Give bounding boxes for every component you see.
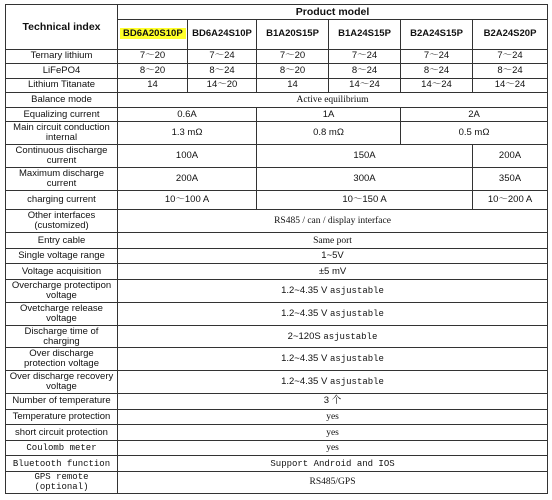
cell-value: 10～150 A [257,190,473,210]
table-row [6,145,548,168]
table-row [6,264,548,280]
table-row [6,248,548,264]
cell-value: 3 个 [118,394,548,410]
model-name: B1A24S15P [329,19,401,49]
cell-value: 100A [118,145,257,168]
cell-value: 300A [257,167,473,190]
table-row [6,348,548,371]
row-label: Temperature protection [6,409,118,425]
cell-value: 10～200 A [473,190,548,210]
cell-value: 200A [473,145,548,168]
table-row [6,371,548,394]
row-label: Balance mode [6,93,118,108]
table-row [6,210,548,233]
cell-value: ±5 mV [118,264,548,280]
row-label: Discharge time of charging [6,325,118,348]
cell-value: 0.5 mΩ [401,122,548,145]
cell-value: 150A [257,145,473,168]
cell-value: 14～24 [329,78,401,93]
row-label: Over discharge recovery voltage [6,371,118,394]
cell-value: 350A [473,167,548,190]
model-name: B2A24S15P [401,19,473,49]
table-row [6,93,548,108]
row-label: Lithium Titanate [6,78,118,93]
row-label: Main circuit conduction internal [6,122,118,145]
cell-value: 14～24 [473,78,548,93]
cell-value: 1.3 mΩ [118,122,257,145]
row-label: Ovetcharge release voltage [6,302,118,325]
row-label: Overcharge protectipon voltage [6,280,118,303]
cell-value [118,348,548,371]
cell-value [118,325,548,348]
table-row [6,190,548,210]
value-note: asjustable [329,285,384,296]
cell-value: Same port [118,233,548,249]
table-row [6,302,548,325]
value-note: asjustable [329,308,384,319]
cell-value: 8～20 [257,64,329,79]
cell-value: 7～24 [188,49,257,64]
cell-value: 0.6A [118,107,257,122]
cell-value: yes [118,440,548,456]
cell-value: yes [118,425,548,441]
model-name: BD6A24S10P [188,19,257,49]
cell-value [118,302,548,325]
cell-value: 8～24 [188,64,257,79]
table-row [6,440,548,456]
value-note: asjustable [323,331,378,342]
table-row [6,456,548,472]
table-row [6,107,548,122]
cell-value: 8～20 [118,64,188,79]
row-label: Number of temperature [6,394,118,410]
table-row [6,78,548,93]
cell-value: RS485/GPS [118,471,548,493]
cell-value: 7～24 [401,49,473,64]
row-label: charging current [6,190,118,210]
cell-value: 14～20 [188,78,257,93]
table-row [6,325,548,348]
row-label: Ternary lithium [6,49,118,64]
row-label: Maximum discharge current [6,167,118,190]
cell-value: RS485 / can / display interface [118,210,548,233]
model-name [118,19,188,49]
spec-table [5,4,548,494]
cell-value: 7～20 [257,49,329,64]
table-row [6,49,548,64]
table-row [6,471,548,493]
row-label: Other interfaces (customized) [6,210,118,233]
table-row [6,425,548,441]
cell-value: 7～24 [329,49,401,64]
cell-value: 8～24 [329,64,401,79]
row-label: GPS remote (optional) [6,471,118,493]
row-label: short circuit protection [6,425,118,441]
value-main: 1.2~4.35 V [281,353,328,365]
cell-value: 2A [401,107,548,122]
cell-value [118,280,548,303]
cell-value: 14 [257,78,329,93]
table-row [6,167,548,190]
cell-value [118,371,548,394]
value-main: 2~120S [287,330,321,342]
cell-value: 1A [257,107,401,122]
cell-value: 14～24 [401,78,473,93]
product-model-header: Product model [118,5,548,20]
table-row [6,122,548,145]
value-main: 1.2~4.35 V [281,307,328,319]
row-label: LiFePO4 [6,64,118,79]
value-note: asjustable [329,354,384,365]
row-label: Coulomb meter [6,440,118,456]
cell-value: 7～20 [118,49,188,64]
cell-value: 200A [118,167,257,190]
model-name: B2A24S20P [473,19,548,49]
value-main: 1.2~4.35 V [281,284,328,296]
row-label: Single voltage range [6,248,118,264]
cell-value: 8～24 [401,64,473,79]
cell-value: 10～100 A [118,190,257,210]
cell-value: yes [118,409,548,425]
table-row [6,64,548,79]
value-main: 1.2~4.35 V [281,376,328,388]
row-label: Entry cable [6,233,118,249]
row-label: Equalizing current [6,107,118,122]
row-label: Continuous discharge current [6,145,118,168]
cell-value: 14 [118,78,188,93]
highlighted-model: BD6A20S10P [120,28,186,39]
row-label: Voltage acquisition [6,264,118,280]
cell-value: 0.8 mΩ [257,122,401,145]
cell-value: 8～24 [473,64,548,79]
row-label: Bluetooth function [6,456,118,472]
cell-value: Active equilibrium [118,93,548,108]
table-row [6,233,548,249]
cell-value: 1~5V [118,248,548,264]
cell-value: 7～24 [473,49,548,64]
value-note: asjustable [329,377,384,388]
technical-index-header: Technical index [6,5,118,50]
model-name: B1A20S15P [257,19,329,49]
cell-value: Support Android and IOS [118,456,548,472]
table-row [6,409,548,425]
row-label: Over discharge protection voltage [6,348,118,371]
table-row [6,5,548,20]
table-row [6,280,548,303]
table-row [6,394,548,410]
